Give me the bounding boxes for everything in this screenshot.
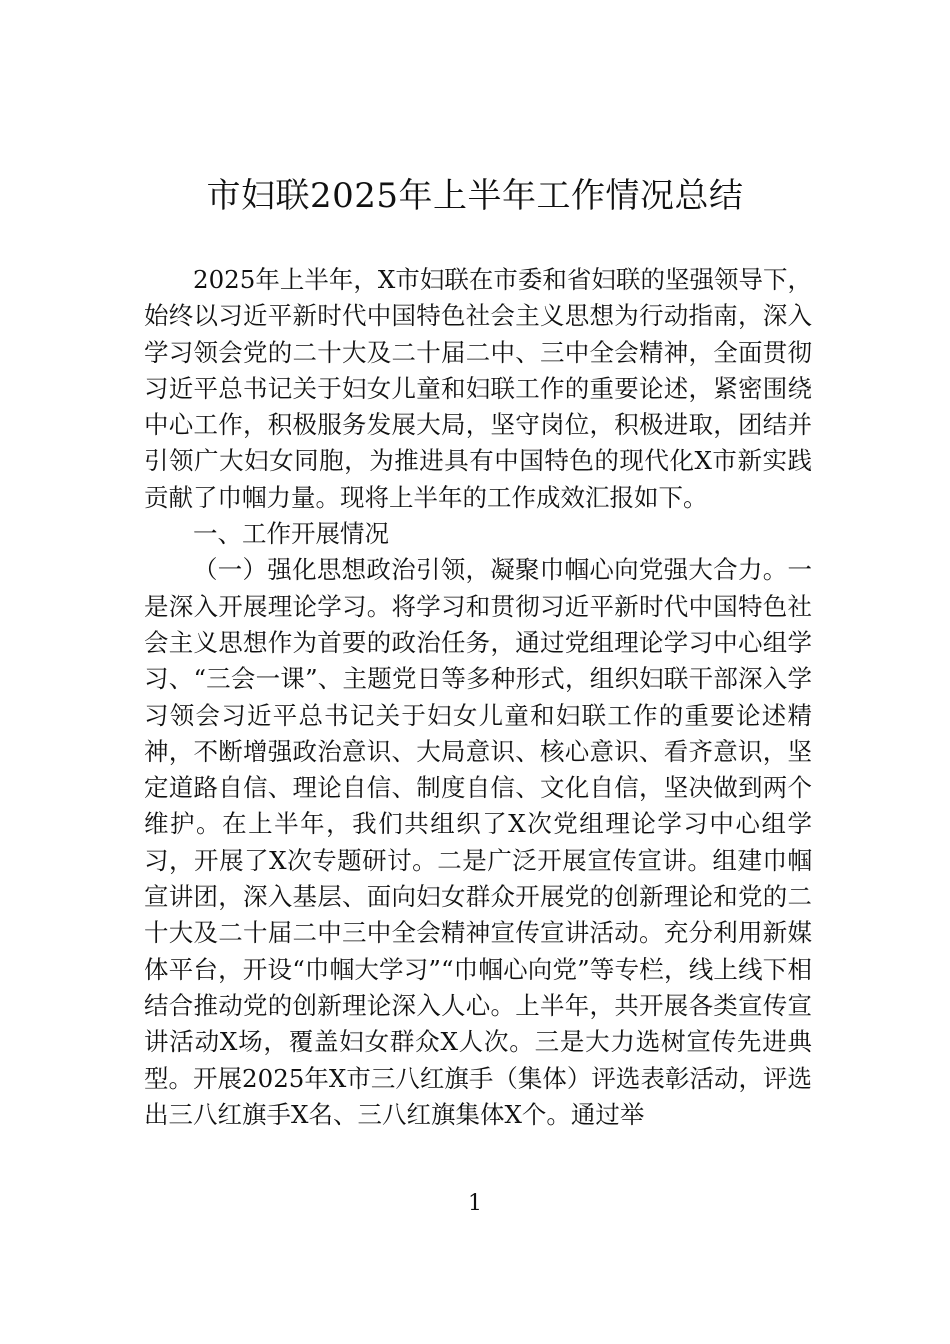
intro-paragraph: 2025年上半年，X市妇联在市委和省妇联的坚强领导下，始终以习近平新时代中国特色社会主义思想为行动指南，深入学习领会党的二十大及二十届二中、三中全会精神，全面贯彻习近平总书记关于妇女儿童和妇联工作的重要论述，紧密围绕中心工作，积极服务发展大局，坚守岗位，积极进取，团结并引领广大妇女同胞，为推进具有中国特色的现代化X市新实践贡献了巾帼力量。现将上半年的工作成效汇报如下。 (144, 265, 812, 512)
page-number: 1 (468, 1191, 482, 1216)
subsection-paragraph: （一）强化思想政治引领，凝聚巾帼心向党强大合力。一是深入开展理论学习。将学习和贯彻习近平新时代中国特色社会主义思想作为首要的政治任务，通过党组理论学习中心组学习、“三会一课”、主题党日等多种形式，组织妇联干部深入学习领会习近平总书记关于妇女儿童和妇联工作的重要论述精神，不断增强政治意识、大局意识、核心意识、看齐意识，坚定道路自信、理论自信、制度自信、文化自信，坚决做到两个维护。在上半年，我们共组织了X次党组理论学习中心组学习，开展了X次专题研讨。二是广泛开展宣传宣讲。组建巾帼宣讲团，深入基层、面向妇女群众开展党的创新理论和党的二十大及二十届二中三中全会精神宣传宣讲活动。充分利用新媒体平台，开设“巾帼大学习”“巾帼心向党”等专栏，线上线下相结合推动党的创新理论深入人心。上半年，共开展各类宣传宣讲活动X场，覆盖妇女群众X人次。三是大力选树宣传先进典型。开展2025年X市三八红旗手（集体）评选表彰活动，评选出三八红旗手X名、三八红旗集体X个。通过举 (144, 555, 812, 1129)
document-body (144, 262, 812, 1133)
section-heading: 一、工作开展情况 (193, 519, 389, 549)
document-title: 市妇联2025年上半年工作情况总结 (206, 176, 744, 216)
